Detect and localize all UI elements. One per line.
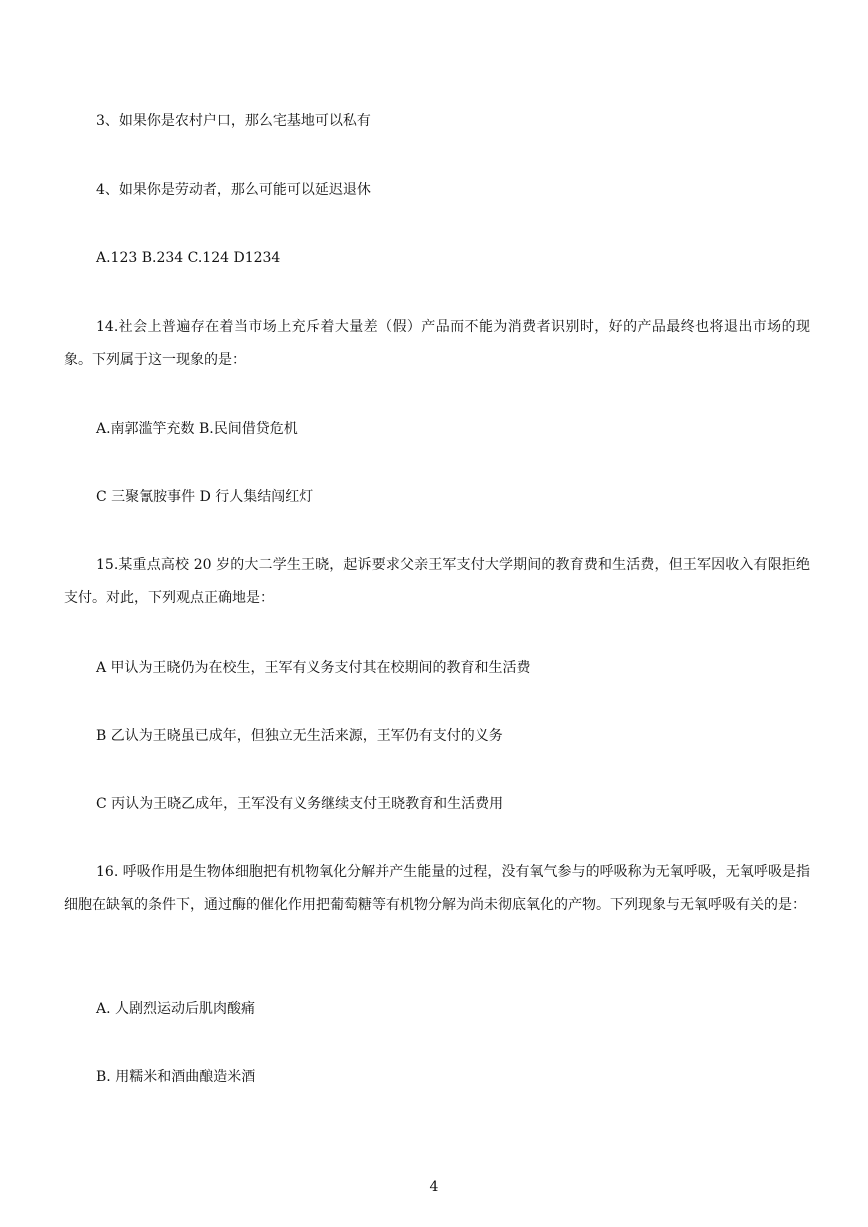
page-number: 4 [429, 1179, 439, 1195]
q16-stem: 16. 呼吸作用是生物体细胞把有机物氧化分解并产生能量的过程，没有氧气参与的呼吸称为无氧呼吸，无氧呼吸是指细胞在缺氧的条件下，通过酶的催化作用把葡萄糖等有机物分解为尚未彻底氧化的产物。下列现象与无氧呼吸有关的是： [64, 864, 810, 913]
q13-item-4: 4、如果你是劳动者，那么可能可以延迟退休 [96, 182, 371, 198]
q13-options: A.123 B.234 C.124 D1234 [96, 250, 281, 266]
q16-option-a: A. 人剧烈运动后肌肉酸痛 [96, 1001, 256, 1017]
q14-options-ab: A.南郭滥竽充数 B.民间借贷危机 [96, 421, 298, 437]
q15-option-a: A 甲认为王晓仍为在校生，王军有义务支付其在校期间的教育和生活费 [96, 660, 531, 676]
q13-item-3: 3、如果你是农村户口，那么宅基地可以私有 [96, 113, 371, 129]
q15-option-c: C 丙认为王晓乙成年，王军没有义务继续支付王晓教育和生活费用 [96, 796, 504, 812]
q16-option-b: B. 用糯米和酒曲酿造米酒 [96, 1069, 256, 1085]
q15-stem: 15.某重点高校 20 岁的大二学生王晓，起诉要求父亲王军支付大学期间的教育费和生活费，但王军因收入有限拒绝支付。对此，下列观点正确地是： [64, 557, 810, 606]
q14-options-cd: C 三聚氰胺事件 D 行人集结闯红灯 [96, 489, 314, 505]
q14-stem: 14.社会上普遍存在着当市场上充斥着大量差（假）产品而不能为消费者识别时，好的产品最终也将退出市场的现象。下列属于这一现象的是： [64, 319, 810, 368]
q15-option-b: B 乙认为王晓虽已成年，但独立无生活来源，王军仍有支付的义务 [96, 728, 503, 744]
